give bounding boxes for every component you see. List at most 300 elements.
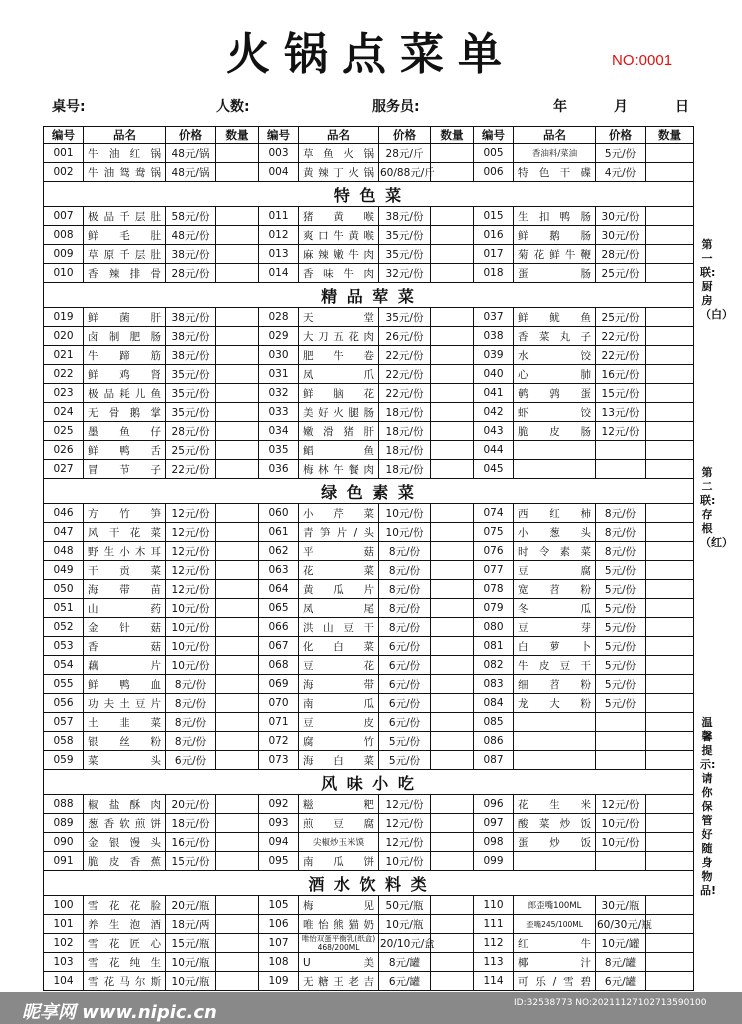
- item-name: 极品千层肚: [84, 207, 166, 226]
- item-price: 12元/份: [166, 504, 216, 523]
- item-name: 小葱头: [514, 523, 596, 542]
- item-name: 梅林午餐肉: [299, 460, 379, 479]
- item-quantity-cell: [431, 599, 474, 618]
- menu-row: [44, 580, 694, 599]
- item-quantity-cell: [646, 795, 694, 814]
- item-name: 鲜菌肝: [84, 308, 166, 327]
- item-quantity-cell: [431, 542, 474, 561]
- item-quantity-cell: [216, 365, 259, 384]
- month-label: 月: [614, 99, 628, 115]
- item-code: 064: [259, 580, 299, 599]
- item-code: 088: [44, 795, 84, 814]
- item-price: 8元/份: [166, 675, 216, 694]
- item-code: 082: [474, 656, 514, 675]
- item-price: 28元/份: [596, 245, 646, 264]
- item-price: 5元/份: [596, 656, 646, 675]
- item-quantity-cell: [646, 403, 694, 422]
- item-name: 细苕粉: [514, 675, 596, 694]
- item-price: 25元/份: [166, 441, 216, 460]
- column-header-row: [44, 127, 694, 144]
- item-quantity-cell: [216, 795, 259, 814]
- item-name: 雪花纯生: [84, 953, 166, 972]
- item-quantity-cell: [431, 327, 474, 346]
- item-name: 南瓜饼: [299, 852, 379, 871]
- item-name: 藕片: [84, 656, 166, 675]
- item-quantity-cell: [431, 163, 474, 182]
- item-quantity-cell: [431, 953, 474, 972]
- item-code: 050: [44, 580, 84, 599]
- item-quantity-cell: [431, 694, 474, 713]
- item-quantity-cell: [431, 384, 474, 403]
- item-price: 10元/罐: [596, 934, 646, 953]
- item-code: 108: [259, 953, 299, 972]
- item-quantity-cell: [431, 713, 474, 732]
- menu-row: [44, 852, 694, 871]
- item-code: 047: [44, 523, 84, 542]
- item-price: 10元/份: [596, 833, 646, 852]
- item-quantity-cell: [646, 441, 694, 460]
- item-code: 106: [259, 915, 299, 934]
- item-price: 38元/份: [166, 327, 216, 346]
- item-price: 18元/两: [166, 915, 216, 934]
- item-price: 26元/份: [379, 327, 431, 346]
- menu-row: [44, 226, 694, 245]
- item-code: 042: [474, 403, 514, 422]
- item-price: 18元/份: [166, 814, 216, 833]
- item-name: 香辣排骨: [84, 264, 166, 283]
- item-quantity-cell: [646, 953, 694, 972]
- section-header-row: [44, 479, 694, 504]
- item-code: 060: [259, 504, 299, 523]
- item-name: 鲜鱿鱼: [514, 308, 596, 327]
- menu-row: [44, 795, 694, 814]
- item-name: 豆腐: [514, 561, 596, 580]
- item-code: 029: [259, 327, 299, 346]
- header-price: 价格: [166, 127, 216, 144]
- serial-number: NO:0001: [612, 52, 673, 69]
- menu-table: [43, 126, 694, 991]
- item-quantity-cell: [216, 523, 259, 542]
- item-name: 小芹菜: [299, 504, 379, 523]
- item-price: 12元/份: [166, 542, 216, 561]
- item-name: 草鱼火锅: [299, 144, 379, 163]
- item-code: 098: [474, 833, 514, 852]
- item-quantity-cell: [646, 207, 694, 226]
- item-quantity-cell: [646, 814, 694, 833]
- menu-row: [44, 934, 694, 953]
- item-quantity-cell: [646, 523, 694, 542]
- item-name: 花生米: [514, 795, 596, 814]
- item-code: 073: [259, 751, 299, 770]
- item-name: [514, 713, 596, 732]
- item-quantity-cell: [431, 814, 474, 833]
- item-code: 058: [44, 732, 84, 751]
- year-label: 年: [553, 99, 567, 115]
- item-quantity-cell: [646, 561, 694, 580]
- item-code: 023: [44, 384, 84, 403]
- item-quantity-cell: [216, 637, 259, 656]
- item-code: 002: [44, 163, 84, 182]
- item-name: 尖椒炒玉米馍: [299, 833, 379, 852]
- item-price: 38元/份: [166, 245, 216, 264]
- item-quantity-cell: [216, 675, 259, 694]
- item-price: 22元/份: [379, 384, 431, 403]
- item-quantity-cell: [646, 365, 694, 384]
- item-price: 22元/份: [166, 460, 216, 479]
- item-name: 黄瓜片: [299, 580, 379, 599]
- item-name: 鲜鸭血: [84, 675, 166, 694]
- item-price: 32元/份: [379, 264, 431, 283]
- item-price: 48元/锅: [166, 144, 216, 163]
- item-name: 卤制肥肠: [84, 327, 166, 346]
- section-header-row: [44, 770, 694, 795]
- item-quantity-cell: [216, 814, 259, 833]
- item-price: 25元/份: [596, 264, 646, 283]
- item-price: 8元/份: [379, 561, 431, 580]
- menu-row: [44, 403, 694, 422]
- menu-row: [44, 327, 694, 346]
- item-name: 青笋片/头: [299, 523, 379, 542]
- item-name: 雪花花脸: [84, 896, 166, 915]
- item-price: 10元/份: [166, 637, 216, 656]
- item-quantity-cell: [646, 618, 694, 637]
- section-header-row: [44, 283, 694, 308]
- item-quantity-cell: [216, 226, 259, 245]
- item-name: 鹌鹑蛋: [514, 384, 596, 403]
- section-title: 精 品 荤 菜: [44, 283, 694, 308]
- item-price: 60/30元/瓶: [596, 915, 646, 934]
- item-name: 椰汁: [514, 953, 596, 972]
- header-qty: 数量: [646, 127, 694, 144]
- item-code: 036: [259, 460, 299, 479]
- item-quantity-cell: [646, 675, 694, 694]
- item-price: 12元/份: [596, 795, 646, 814]
- item-code: 112: [474, 934, 514, 953]
- item-price: 10元/份: [166, 599, 216, 618]
- item-quantity-cell: [431, 915, 474, 934]
- item-code: 069: [259, 675, 299, 694]
- item-quantity-cell: [216, 327, 259, 346]
- item-price: 60/88元/斤: [379, 163, 431, 182]
- item-quantity-cell: [431, 896, 474, 915]
- item-price: 6元/份: [379, 675, 431, 694]
- item-price: 12元/份: [379, 814, 431, 833]
- item-quantity-cell: [431, 795, 474, 814]
- item-quantity-cell: [431, 308, 474, 327]
- item-code: 045: [474, 460, 514, 479]
- item-name: [514, 852, 596, 871]
- item-price: 8元/份: [379, 618, 431, 637]
- item-code: 008: [44, 226, 84, 245]
- menu-row: [44, 732, 694, 751]
- item-name: [514, 732, 596, 751]
- item-code: 028: [259, 308, 299, 327]
- item-code: 025: [44, 422, 84, 441]
- item-quantity-cell: [431, 365, 474, 384]
- item-price: 25元/份: [596, 308, 646, 327]
- item-code: 063: [259, 561, 299, 580]
- menu-row: [44, 675, 694, 694]
- item-price: 16元/份: [596, 365, 646, 384]
- header-qty: 数量: [431, 127, 474, 144]
- header-name: 品名: [299, 127, 379, 144]
- item-quantity-cell: [646, 504, 694, 523]
- item-quantity-cell: [431, 751, 474, 770]
- item-quantity-cell: [646, 422, 694, 441]
- item-name: 黄辣丁火锅: [299, 163, 379, 182]
- item-code: 097: [474, 814, 514, 833]
- item-price: [596, 713, 646, 732]
- item-code: 031: [259, 365, 299, 384]
- item-name: 鲜鸡肾: [84, 365, 166, 384]
- item-quantity-cell: [216, 422, 259, 441]
- item-quantity-cell: [646, 144, 694, 163]
- item-name: 西红柿: [514, 504, 596, 523]
- item-code: 013: [259, 245, 299, 264]
- item-name: 牛皮豆干: [514, 656, 596, 675]
- item-name: 香味牛肉: [299, 264, 379, 283]
- menu-row: [44, 441, 694, 460]
- item-price: 8元/份: [596, 523, 646, 542]
- item-code: 007: [44, 207, 84, 226]
- item-name: 虾饺: [514, 403, 596, 422]
- item-name: 香油料/菜油: [514, 144, 596, 163]
- item-name: 无骨鹅掌: [84, 403, 166, 422]
- item-name: 豆花: [299, 656, 379, 675]
- item-name: 腐竹: [299, 732, 379, 751]
- item-quantity-cell: [216, 346, 259, 365]
- item-name: 大刀五花肉: [299, 327, 379, 346]
- item-price: 15元/瓶: [166, 934, 216, 953]
- item-quantity-cell: [216, 207, 259, 226]
- item-quantity-cell: [431, 207, 474, 226]
- item-name: 天堂: [299, 308, 379, 327]
- item-name: 豆皮: [299, 713, 379, 732]
- item-price: 10元/份: [596, 814, 646, 833]
- item-name: 香菜丸子: [514, 327, 596, 346]
- side-note-reminder: 温馨提示:请你保管好随身物品!: [700, 716, 717, 897]
- item-name: U美: [299, 953, 379, 972]
- item-code: 099: [474, 852, 514, 871]
- item-price: 8元/罐: [596, 953, 646, 972]
- item-price: 5元/份: [596, 694, 646, 713]
- item-quantity-cell: [216, 441, 259, 460]
- item-price: 8元/份: [166, 694, 216, 713]
- item-code: 006: [474, 163, 514, 182]
- people-count-label: 人数:: [216, 99, 250, 115]
- item-price: 10元/瓶: [166, 953, 216, 972]
- item-name: 牛蹄筋: [84, 346, 166, 365]
- item-code: 078: [474, 580, 514, 599]
- item-name: 梅见: [299, 896, 379, 915]
- item-name: 鲳鱼: [299, 441, 379, 460]
- menu-row: [44, 656, 694, 675]
- item-code: 077: [474, 561, 514, 580]
- item-quantity-cell: [216, 580, 259, 599]
- item-quantity-cell: [431, 637, 474, 656]
- menu-row: [44, 504, 694, 523]
- item-code: 095: [259, 852, 299, 871]
- item-quantity-cell: [431, 972, 474, 991]
- item-name: 鲜鹅肠: [514, 226, 596, 245]
- item-price: 8元/份: [379, 580, 431, 599]
- day-label: 日: [675, 99, 689, 115]
- item-code: 102: [44, 934, 84, 953]
- item-code: 019: [44, 308, 84, 327]
- item-quantity-cell: [646, 327, 694, 346]
- item-code: 030: [259, 346, 299, 365]
- item-price: 35元/份: [166, 403, 216, 422]
- item-quantity-cell: [646, 934, 694, 953]
- menu-row: [44, 245, 694, 264]
- item-quantity-cell: [431, 144, 474, 163]
- item-quantity-cell: [431, 934, 474, 953]
- header-name: 品名: [84, 127, 166, 144]
- item-code: 039: [474, 346, 514, 365]
- item-price: 13元/份: [596, 403, 646, 422]
- item-name: 花菜: [299, 561, 379, 580]
- item-code: 004: [259, 163, 299, 182]
- item-name: 郎歪嘴100ML: [514, 896, 596, 915]
- header-qty: 数量: [216, 127, 259, 144]
- item-name: 山药: [84, 599, 166, 618]
- item-quantity-cell: [216, 460, 259, 479]
- item-price: 10元/份: [379, 852, 431, 871]
- item-price: 20元/瓶: [166, 896, 216, 915]
- item-quantity-cell: [431, 346, 474, 365]
- item-code: 044: [474, 441, 514, 460]
- item-quantity-cell: [646, 580, 694, 599]
- item-code: 003: [259, 144, 299, 163]
- menu-row: [44, 751, 694, 770]
- menu-row: [44, 422, 694, 441]
- item-code: 062: [259, 542, 299, 561]
- item-code: 017: [474, 245, 514, 264]
- item-quantity-cell: [216, 618, 259, 637]
- item-price: 28元/份: [166, 422, 216, 441]
- item-price: 12元/份: [596, 422, 646, 441]
- section-title: 特 色 菜: [44, 182, 694, 207]
- header-price: 价格: [379, 127, 431, 144]
- item-quantity-cell: [216, 972, 259, 991]
- item-code: 072: [259, 732, 299, 751]
- item-code: 046: [44, 504, 84, 523]
- item-quantity-cell: [216, 163, 259, 182]
- watermark-id: ID:32538773 NO:20211127102713590100: [514, 998, 707, 1008]
- item-price: [596, 732, 646, 751]
- item-code: 105: [259, 896, 299, 915]
- item-price: 15元/份: [166, 852, 216, 871]
- item-quantity-cell: [431, 580, 474, 599]
- item-code: 052: [44, 618, 84, 637]
- item-code: 084: [474, 694, 514, 713]
- item-name: 酸菜炒饭: [514, 814, 596, 833]
- item-quantity-cell: [216, 504, 259, 523]
- item-price: 10元/瓶: [166, 972, 216, 991]
- item-name: 白萝卜: [514, 637, 596, 656]
- item-name: 葱香软煎饼: [84, 814, 166, 833]
- item-name: 鲜脑花: [299, 384, 379, 403]
- menu-row: [44, 384, 694, 403]
- item-price: [596, 852, 646, 871]
- item-code: 114: [474, 972, 514, 991]
- item-code: 055: [44, 675, 84, 694]
- item-name: 唯怡双蛋平衡乳(纸盒) 468/200ML: [299, 934, 379, 953]
- item-name: 红牛: [514, 934, 596, 953]
- item-price: 10元/份: [166, 618, 216, 637]
- item-price: 28元/份: [166, 264, 216, 283]
- item-quantity-cell: [431, 403, 474, 422]
- item-quantity-cell: [216, 953, 259, 972]
- menu-row: [44, 308, 694, 327]
- item-name: 化白菜: [299, 637, 379, 656]
- item-price: 8元/份: [166, 713, 216, 732]
- item-name: 糍粑: [299, 795, 379, 814]
- item-quantity-cell: [646, 751, 694, 770]
- item-code: 103: [44, 953, 84, 972]
- item-name: 洪山豆干: [299, 618, 379, 637]
- item-code: 111: [474, 915, 514, 934]
- item-name: 歪嘴245/100ML: [514, 915, 596, 934]
- item-quantity-cell: [431, 460, 474, 479]
- item-price: 4元/份: [596, 163, 646, 182]
- header-name: 品名: [514, 127, 596, 144]
- menu-row: [44, 163, 694, 182]
- item-code: 061: [259, 523, 299, 542]
- item-quantity-cell: [646, 163, 694, 182]
- item-code: 022: [44, 365, 84, 384]
- item-name: 唯怡熊猫奶: [299, 915, 379, 934]
- item-code: 081: [474, 637, 514, 656]
- item-code: 026: [44, 441, 84, 460]
- item-price: 35元/份: [166, 384, 216, 403]
- menu-row: [44, 207, 694, 226]
- item-code: 071: [259, 713, 299, 732]
- item-quantity-cell: [646, 226, 694, 245]
- item-code: 001: [44, 144, 84, 163]
- item-code: 093: [259, 814, 299, 833]
- item-code: 056: [44, 694, 84, 713]
- item-name: 爽口牛黄喉: [299, 226, 379, 245]
- item-quantity-cell: [216, 713, 259, 732]
- item-price: 30元/份: [596, 207, 646, 226]
- item-name: 煎豆腐: [299, 814, 379, 833]
- item-quantity-cell: [431, 852, 474, 871]
- item-quantity-cell: [646, 915, 694, 934]
- item-price: 5元/份: [379, 732, 431, 751]
- item-quantity-cell: [646, 245, 694, 264]
- item-quantity-cell: [216, 915, 259, 934]
- item-price: 18元/份: [379, 460, 431, 479]
- item-code: 035: [259, 441, 299, 460]
- item-name: 方竹笋: [84, 504, 166, 523]
- item-price: 6元/罐: [596, 972, 646, 991]
- item-name: 麻辣嫩牛肉: [299, 245, 379, 264]
- item-quantity-cell: [646, 713, 694, 732]
- menu-row: [44, 833, 694, 852]
- item-name: 菜头: [84, 751, 166, 770]
- item-code: 090: [44, 833, 84, 852]
- item-price: 12元/份: [166, 523, 216, 542]
- header-price: 价格: [596, 127, 646, 144]
- item-code: 074: [474, 504, 514, 523]
- item-code: 020: [44, 327, 84, 346]
- item-name: 蛋炒饭: [514, 833, 596, 852]
- item-code: 043: [474, 422, 514, 441]
- item-quantity-cell: [216, 308, 259, 327]
- item-code: 016: [474, 226, 514, 245]
- item-price: 8元/罐: [379, 953, 431, 972]
